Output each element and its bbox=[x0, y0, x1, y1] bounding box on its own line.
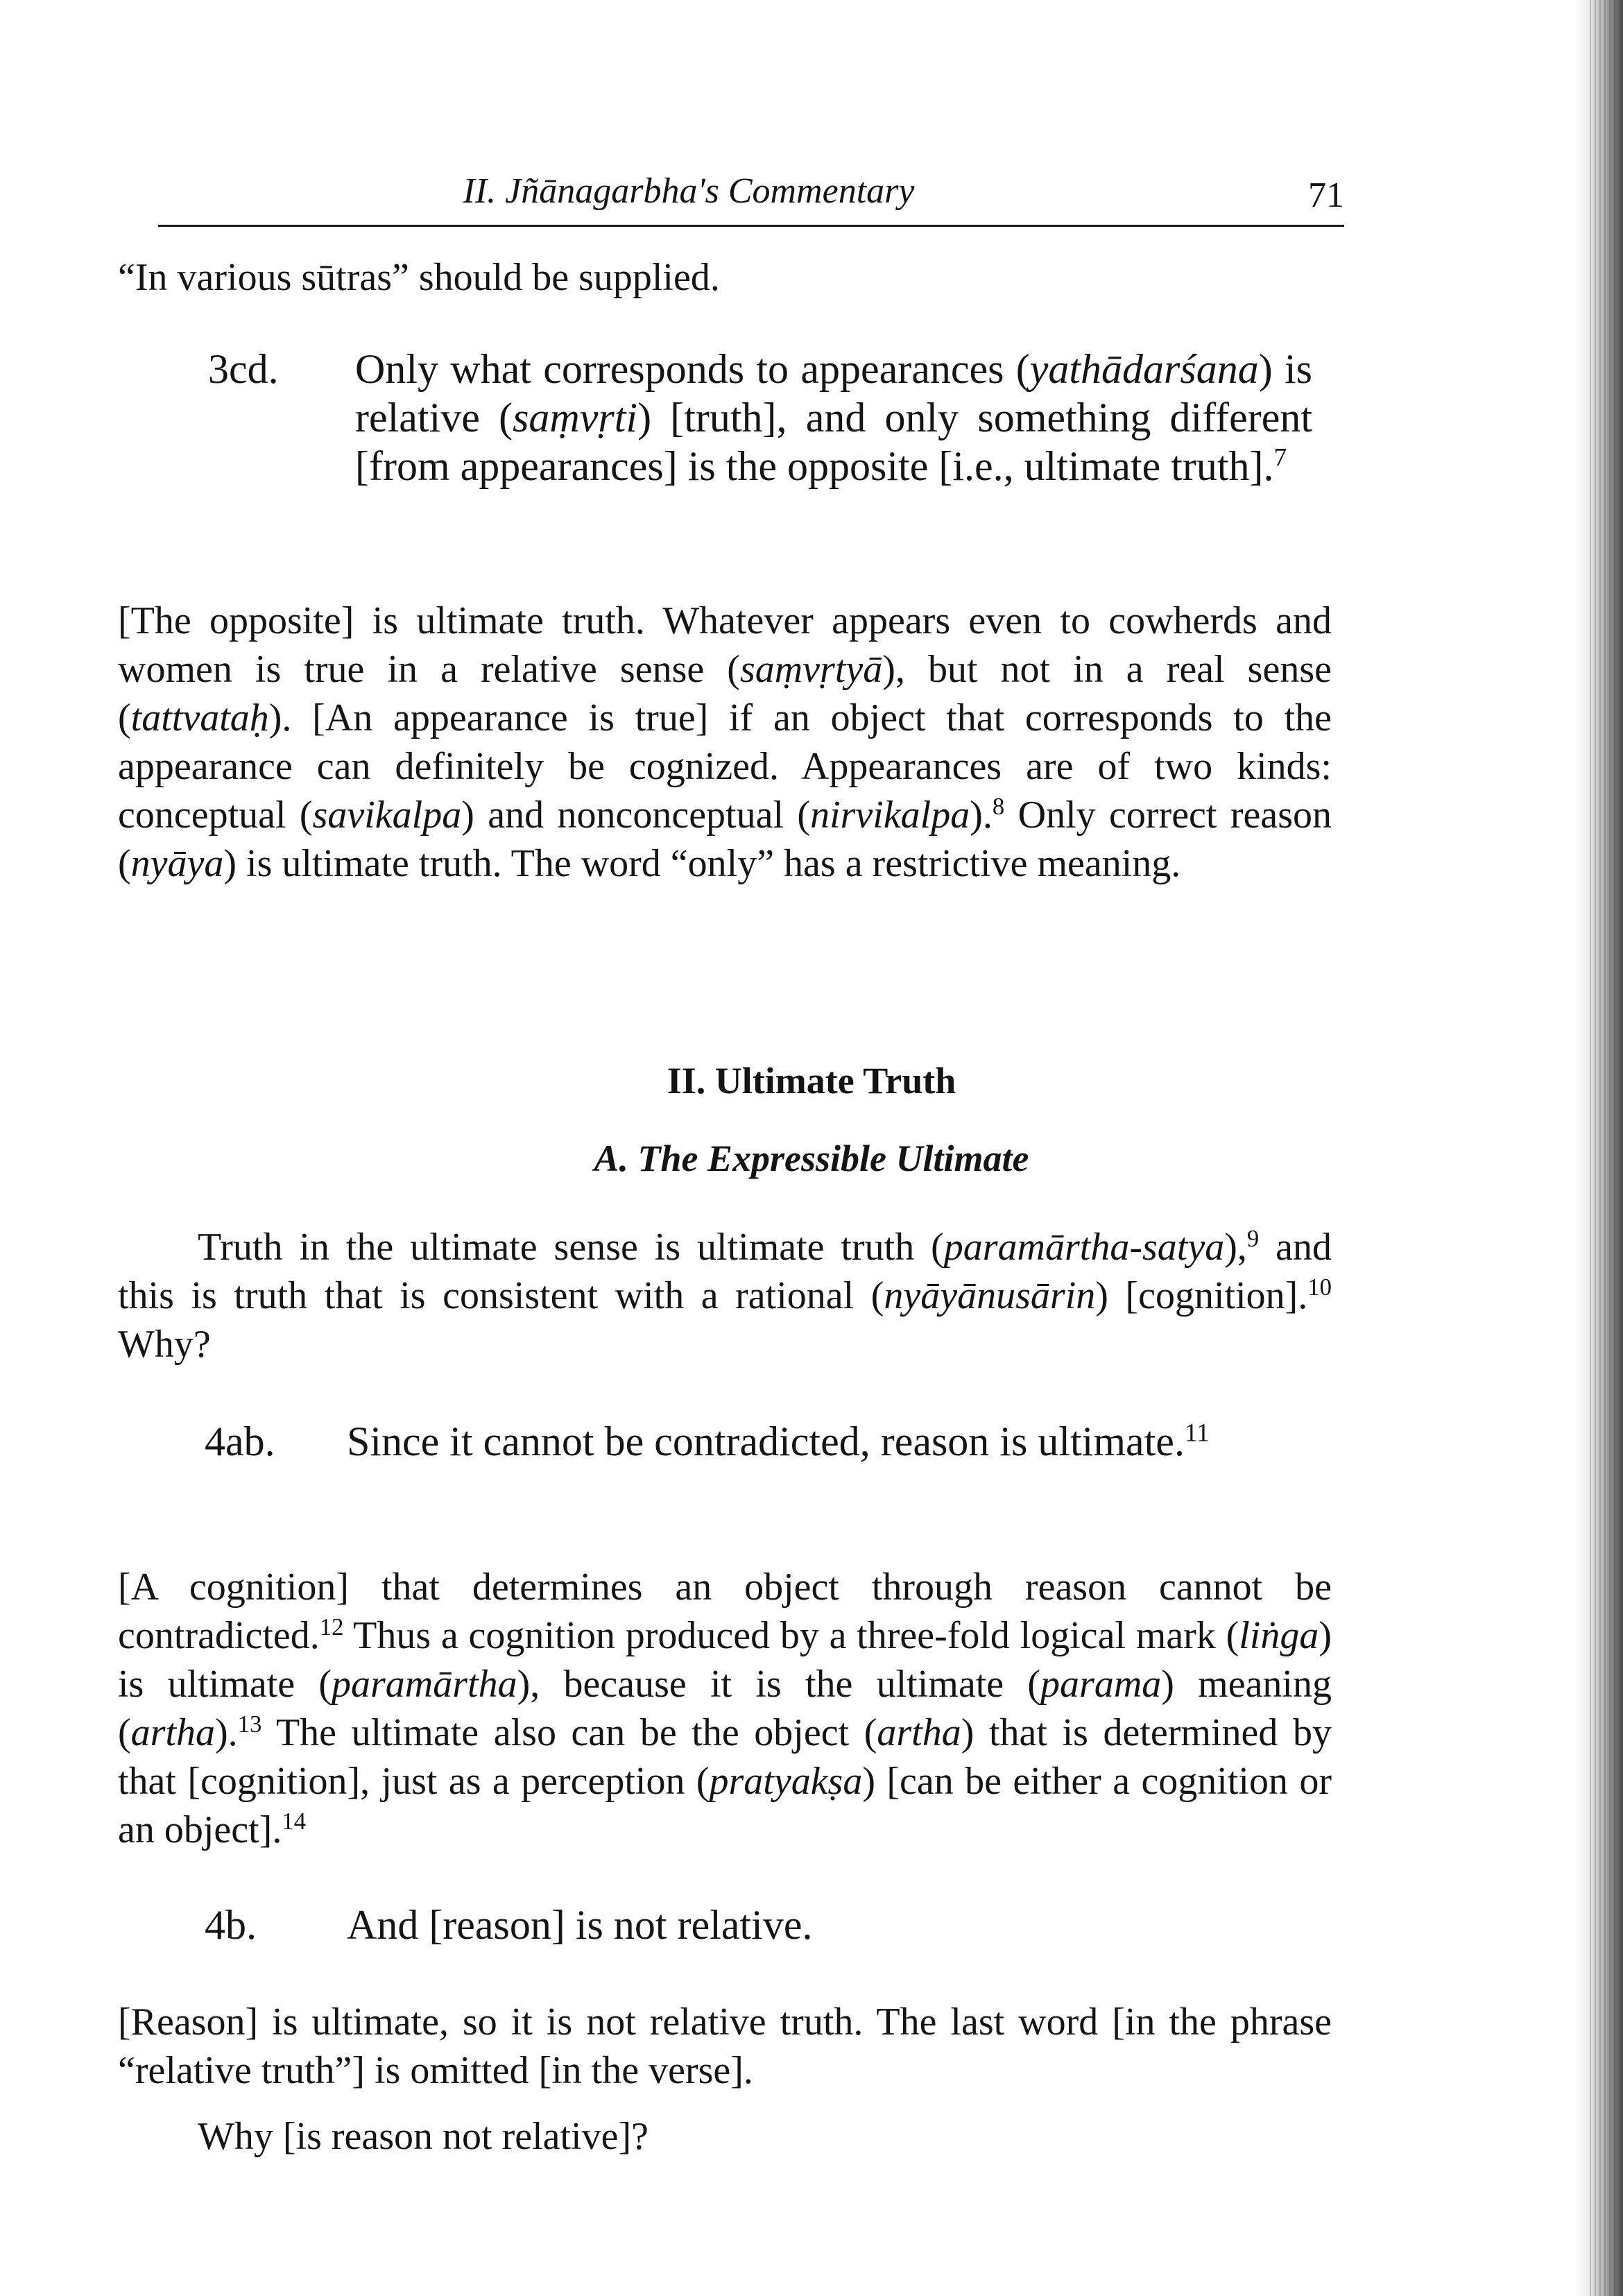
footnote-marker: 9 bbox=[1246, 1224, 1260, 1252]
text-run: [The opposite] is ultimate truth. Whatever appears even to cowherds and women is true in a relative sense ( bbox=[118, 599, 1332, 691]
verse-text-run: ) is relative ( bbox=[355, 346, 1312, 440]
sanskrit-term: pratyakṣa bbox=[709, 1760, 863, 1803]
page-number: 71 bbox=[1308, 175, 1344, 215]
text-run: ) that is determined by that [cognition], just as a perception ( bbox=[118, 1711, 1332, 1803]
text-run: ), bbox=[1224, 1226, 1247, 1269]
text-run: ) [can be either a cognition or an object]. bbox=[118, 1760, 1332, 1851]
verse-text: And [reason] is not relative. bbox=[347, 1902, 813, 1948]
opening-line: “In various sūtras” should be supplied. bbox=[118, 256, 720, 299]
sanskrit-term: saṃvṛti bbox=[513, 395, 638, 440]
text-run: ) is ultimate truth. The word “only” has a restrictive meaning. bbox=[223, 842, 1181, 885]
text-run: Thus a cognition produced by a three-fold logical mark ( bbox=[343, 1614, 1239, 1657]
text-run: Why? bbox=[118, 1323, 211, 1366]
text-run: Truth in the ultimate sense is ultimate truth ( bbox=[198, 1226, 944, 1269]
sanskrit-term: paramārtha-satya bbox=[943, 1226, 1225, 1269]
text-run: ). bbox=[970, 794, 993, 837]
text-run: and this is truth that is consistent with a rational ( bbox=[118, 1226, 1332, 1317]
paragraph-3 bbox=[118, 1563, 1332, 1854]
running-title: II. Jñānagarbha's Commentary bbox=[463, 171, 915, 211]
paragraph-1 bbox=[118, 597, 1332, 888]
footnote-marker: 8 bbox=[992, 792, 1005, 820]
sanskrit-term: liṅga bbox=[1239, 1614, 1319, 1657]
text-run: ) meaning ( bbox=[118, 1663, 1332, 1754]
sanskrit-term: nyāya bbox=[130, 842, 224, 885]
verse-text-run: ) [truth], and only something different [from appearances] is the opposite [i.e., ultimate truth]. bbox=[355, 395, 1312, 489]
text-run: Only correct reason ( bbox=[118, 794, 1332, 885]
sanskrit-term: yathādarśana bbox=[1029, 346, 1259, 392]
text-run: ) and nonconceptual ( bbox=[461, 794, 811, 837]
sanskrit-term: nyāyānusārin bbox=[884, 1274, 1096, 1317]
text-run: ) is ultimate ( bbox=[118, 1614, 1332, 1706]
verse-3cd bbox=[0, 345, 1623, 553]
footnote-marker: 14 bbox=[282, 1807, 307, 1835]
footnote-marker: 11 bbox=[1184, 1419, 1210, 1448]
sanskrit-term: saṃvṛtyā bbox=[739, 648, 883, 691]
subsection-heading: A. The Expressible Ultimate bbox=[594, 1138, 1029, 1179]
text-run: ), because it is the ultimate ( bbox=[517, 1663, 1041, 1706]
verse-number: 4ab. bbox=[205, 1419, 275, 1464]
sanskrit-term: nirvikalpa bbox=[810, 794, 970, 837]
paragraph-2 bbox=[118, 1223, 1332, 1369]
running-head bbox=[158, 164, 1344, 227]
text-run: ), but not in a real sense ( bbox=[118, 648, 1332, 739]
sanskrit-term: parama bbox=[1040, 1663, 1162, 1706]
sanskrit-term: artha bbox=[130, 1711, 216, 1754]
text-run: ). bbox=[215, 1711, 238, 1754]
sanskrit-term: tattvataḥ bbox=[130, 696, 269, 739]
verse-number: 4b. bbox=[205, 1902, 257, 1948]
verse-4b bbox=[0, 1901, 1623, 1956]
sanskrit-term: artha bbox=[877, 1711, 961, 1754]
verse-4ab bbox=[0, 1417, 1623, 1521]
text-run: The ultimate also can be the object ( bbox=[261, 1711, 877, 1754]
footnote-marker: 10 bbox=[1307, 1273, 1332, 1301]
text-run: [A cognition] that determines an object through reason cannot be contradicted. bbox=[118, 1566, 1332, 1657]
verse-text bbox=[347, 1417, 1273, 1466]
footnote-marker: 12 bbox=[319, 1613, 344, 1640]
text-run: ) [cognition]. bbox=[1095, 1274, 1308, 1317]
sanskrit-term: paramārtha bbox=[332, 1663, 517, 1706]
footnote-marker: 7 bbox=[1273, 443, 1287, 472]
section-heading: II. Ultimate Truth bbox=[667, 1060, 956, 1102]
text-run: ). [An appearance is true] if an object that corresponds to the appearance can definitely be cognized. Appearances are of two kinds: conceptual ( bbox=[118, 696, 1332, 837]
verse-number: 3cd. bbox=[208, 346, 279, 392]
verse-text-run: Since it cannot be contradicted, reason is ultimate. bbox=[347, 1419, 1185, 1464]
sanskrit-term: savikalpa bbox=[312, 794, 462, 837]
paragraph-4: [Reason] is ultimate, so it is not relative truth. The last word [in the phrase “relative truth”] is omitted [in the verse]. bbox=[118, 2001, 1332, 2092]
verse-text-run: Only what corresponds to appearances ( bbox=[355, 346, 1030, 392]
verse-text bbox=[355, 345, 1312, 490]
closing-question: Why [is reason not relative]? bbox=[198, 2115, 649, 2158]
footnote-marker: 13 bbox=[237, 1710, 262, 1738]
